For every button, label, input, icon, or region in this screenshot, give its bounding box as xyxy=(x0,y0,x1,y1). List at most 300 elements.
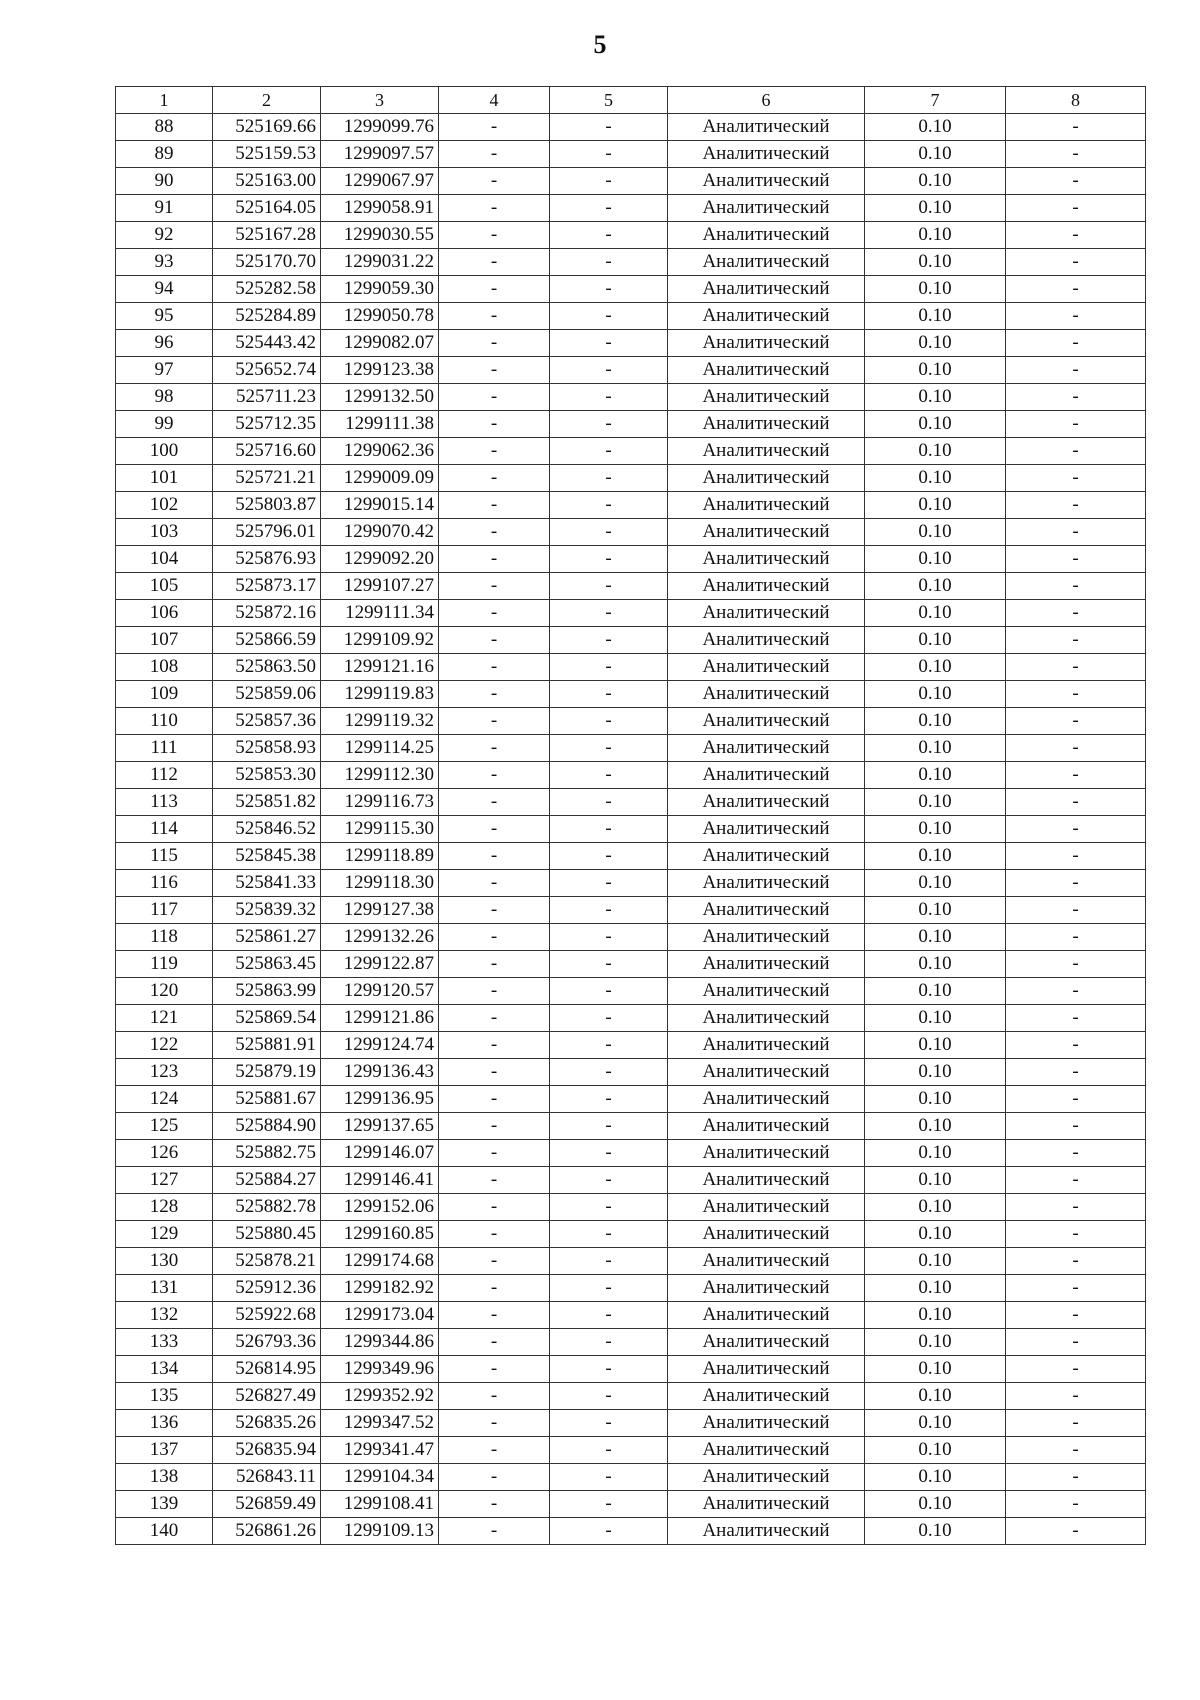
column-5-cell: - xyxy=(550,1167,668,1194)
column-5-cell: - xyxy=(550,1491,668,1518)
column-8-cell: - xyxy=(1006,816,1146,843)
x-coordinate-cell: 525863.99 xyxy=(213,978,321,1005)
method-cell: Аналитический xyxy=(668,168,865,195)
y-coordinate-cell: 1299104.34 xyxy=(321,1464,439,1491)
method-cell: Аналитический xyxy=(668,1464,865,1491)
column-8-cell: - xyxy=(1006,1059,1146,1086)
accuracy-cell: 0.10 xyxy=(865,600,1006,627)
column-5-cell: - xyxy=(550,168,668,195)
table-row xyxy=(116,1221,1146,1248)
method-cell: Аналитический xyxy=(668,195,865,222)
y-coordinate-cell: 1299031.22 xyxy=(321,249,439,276)
point-number-cell: 131 xyxy=(116,1275,213,1302)
point-number-cell: 132 xyxy=(116,1302,213,1329)
method-cell: Аналитический xyxy=(668,789,865,816)
column-5-cell: - xyxy=(550,924,668,951)
column-4-cell: - xyxy=(439,708,550,735)
column-header-2: 2 xyxy=(213,87,321,114)
x-coordinate-cell: 525922.68 xyxy=(213,1302,321,1329)
y-coordinate-cell: 1299116.73 xyxy=(321,789,439,816)
accuracy-cell: 0.10 xyxy=(865,1410,1006,1437)
x-coordinate-cell: 525169.66 xyxy=(213,114,321,141)
method-cell: Аналитический xyxy=(668,1518,865,1545)
y-coordinate-cell: 1299137.65 xyxy=(321,1113,439,1140)
x-coordinate-cell: 526835.94 xyxy=(213,1437,321,1464)
y-coordinate-cell: 1299152.06 xyxy=(321,1194,439,1221)
table-row xyxy=(116,978,1146,1005)
column-8-cell: - xyxy=(1006,114,1146,141)
table-row xyxy=(116,627,1146,654)
accuracy-cell: 0.10 xyxy=(865,843,1006,870)
point-number-cell: 91 xyxy=(116,195,213,222)
table-row xyxy=(116,1491,1146,1518)
point-number-cell: 120 xyxy=(116,978,213,1005)
column-5-cell: - xyxy=(550,1437,668,1464)
x-coordinate-cell: 525170.70 xyxy=(213,249,321,276)
column-5-cell: - xyxy=(550,816,668,843)
point-number-cell: 138 xyxy=(116,1464,213,1491)
method-cell: Аналитический xyxy=(668,1059,865,1086)
point-number-cell: 99 xyxy=(116,411,213,438)
column-8-cell: - xyxy=(1006,141,1146,168)
table-row xyxy=(116,168,1146,195)
column-5-cell: - xyxy=(550,1140,668,1167)
column-8-cell: - xyxy=(1006,870,1146,897)
y-coordinate-cell: 1299114.25 xyxy=(321,735,439,762)
column-4-cell: - xyxy=(439,897,550,924)
table-row xyxy=(116,114,1146,141)
table-row xyxy=(116,708,1146,735)
method-cell: Аналитический xyxy=(668,546,865,573)
column-8-cell: - xyxy=(1006,1383,1146,1410)
column-4-cell: - xyxy=(439,303,550,330)
accuracy-cell: 0.10 xyxy=(865,276,1006,303)
column-4-cell: - xyxy=(439,1086,550,1113)
column-4-cell: - xyxy=(439,465,550,492)
column-8-cell: - xyxy=(1006,222,1146,249)
column-4-cell: - xyxy=(439,411,550,438)
column-5-cell: - xyxy=(550,600,668,627)
column-5-cell: - xyxy=(550,951,668,978)
point-number-cell: 97 xyxy=(116,357,213,384)
column-8-cell: - xyxy=(1006,384,1146,411)
y-coordinate-cell: 1299119.32 xyxy=(321,708,439,735)
accuracy-cell: 0.10 xyxy=(865,627,1006,654)
column-4-cell: - xyxy=(439,600,550,627)
y-coordinate-cell: 1299099.76 xyxy=(321,114,439,141)
method-cell: Аналитический xyxy=(668,330,865,357)
point-number-cell: 107 xyxy=(116,627,213,654)
point-number-cell: 127 xyxy=(116,1167,213,1194)
column-4-cell: - xyxy=(439,222,550,249)
method-cell: Аналитический xyxy=(668,897,865,924)
column-4-cell: - xyxy=(439,1194,550,1221)
table-header-row xyxy=(116,87,1146,114)
method-cell: Аналитический xyxy=(668,1437,865,1464)
x-coordinate-cell: 525846.52 xyxy=(213,816,321,843)
table-row xyxy=(116,1518,1146,1545)
column-5-cell: - xyxy=(550,438,668,465)
table-row xyxy=(116,924,1146,951)
column-8-cell: - xyxy=(1006,1167,1146,1194)
y-coordinate-cell: 1299121.86 xyxy=(321,1005,439,1032)
column-4-cell: - xyxy=(439,1356,550,1383)
method-cell: Аналитический xyxy=(668,951,865,978)
column-8-cell: - xyxy=(1006,1491,1146,1518)
column-4-cell: - xyxy=(439,357,550,384)
table-row xyxy=(116,870,1146,897)
accuracy-cell: 0.10 xyxy=(865,789,1006,816)
y-coordinate-cell: 1299082.07 xyxy=(321,330,439,357)
method-cell: Аналитический xyxy=(668,627,865,654)
method-cell: Аналитический xyxy=(668,438,865,465)
column-8-cell: - xyxy=(1006,789,1146,816)
point-number-cell: 134 xyxy=(116,1356,213,1383)
accuracy-cell: 0.10 xyxy=(865,168,1006,195)
column-4-cell: - xyxy=(439,951,550,978)
column-5-cell: - xyxy=(550,897,668,924)
column-4-cell: - xyxy=(439,816,550,843)
column-5-cell: - xyxy=(550,1464,668,1491)
method-cell: Аналитический xyxy=(668,114,865,141)
accuracy-cell: 0.10 xyxy=(865,735,1006,762)
point-number-cell: 128 xyxy=(116,1194,213,1221)
column-5-cell: - xyxy=(550,492,668,519)
column-4-cell: - xyxy=(439,1113,550,1140)
method-cell: Аналитический xyxy=(668,681,865,708)
point-number-cell: 98 xyxy=(116,384,213,411)
method-cell: Аналитический xyxy=(668,492,865,519)
x-coordinate-cell: 525716.60 xyxy=(213,438,321,465)
point-number-cell: 122 xyxy=(116,1032,213,1059)
column-4-cell: - xyxy=(439,1248,550,1275)
point-number-cell: 89 xyxy=(116,141,213,168)
accuracy-cell: 0.10 xyxy=(865,708,1006,735)
method-cell: Аналитический xyxy=(668,1383,865,1410)
table-row xyxy=(116,843,1146,870)
accuracy-cell: 0.10 xyxy=(865,924,1006,951)
column-8-cell: - xyxy=(1006,303,1146,330)
column-4-cell: - xyxy=(439,681,550,708)
column-5-cell: - xyxy=(550,276,668,303)
x-coordinate-cell: 525839.32 xyxy=(213,897,321,924)
point-number-cell: 95 xyxy=(116,303,213,330)
column-5-cell: - xyxy=(550,357,668,384)
x-coordinate-cell: 525858.93 xyxy=(213,735,321,762)
column-5-cell: - xyxy=(550,1086,668,1113)
accuracy-cell: 0.10 xyxy=(865,1302,1006,1329)
y-coordinate-cell: 1299111.34 xyxy=(321,600,439,627)
column-8-cell: - xyxy=(1006,546,1146,573)
y-coordinate-cell: 1299092.20 xyxy=(321,546,439,573)
column-8-cell: - xyxy=(1006,897,1146,924)
y-coordinate-cell: 1299120.57 xyxy=(321,978,439,1005)
y-coordinate-cell: 1299050.78 xyxy=(321,303,439,330)
column-8-cell: - xyxy=(1006,735,1146,762)
column-8-cell: - xyxy=(1006,924,1146,951)
column-5-cell: - xyxy=(550,762,668,789)
column-5-cell: - xyxy=(550,519,668,546)
column-5-cell: - xyxy=(550,708,668,735)
point-number-cell: 111 xyxy=(116,735,213,762)
column-5-cell: - xyxy=(550,249,668,276)
column-5-cell: - xyxy=(550,1248,668,1275)
column-8-cell: - xyxy=(1006,438,1146,465)
column-8-cell: - xyxy=(1006,1437,1146,1464)
accuracy-cell: 0.10 xyxy=(865,1248,1006,1275)
method-cell: Аналитический xyxy=(668,735,865,762)
x-coordinate-cell: 525859.06 xyxy=(213,681,321,708)
y-coordinate-cell: 1299146.41 xyxy=(321,1167,439,1194)
point-number-cell: 117 xyxy=(116,897,213,924)
y-coordinate-cell: 1299352.92 xyxy=(321,1383,439,1410)
x-coordinate-cell: 525721.21 xyxy=(213,465,321,492)
accuracy-cell: 0.10 xyxy=(865,573,1006,600)
column-8-cell: - xyxy=(1006,357,1146,384)
table-row xyxy=(116,384,1146,411)
y-coordinate-cell: 1299349.96 xyxy=(321,1356,439,1383)
method-cell: Аналитический xyxy=(668,465,865,492)
point-number-cell: 101 xyxy=(116,465,213,492)
column-8-cell: - xyxy=(1006,681,1146,708)
column-4-cell: - xyxy=(439,249,550,276)
x-coordinate-cell: 525282.58 xyxy=(213,276,321,303)
table-row xyxy=(116,1086,1146,1113)
point-number-cell: 126 xyxy=(116,1140,213,1167)
table-row xyxy=(116,249,1146,276)
x-coordinate-cell: 526814.95 xyxy=(213,1356,321,1383)
y-coordinate-cell: 1299124.74 xyxy=(321,1032,439,1059)
accuracy-cell: 0.10 xyxy=(865,114,1006,141)
point-number-cell: 125 xyxy=(116,1113,213,1140)
column-4-cell: - xyxy=(439,762,550,789)
point-number-cell: 114 xyxy=(116,816,213,843)
method-cell: Аналитический xyxy=(668,411,865,438)
method-cell: Аналитический xyxy=(668,654,865,681)
y-coordinate-cell: 1299347.52 xyxy=(321,1410,439,1437)
y-coordinate-cell: 1299108.41 xyxy=(321,1491,439,1518)
column-5-cell: - xyxy=(550,411,668,438)
method-cell: Аналитический xyxy=(668,762,865,789)
column-8-cell: - xyxy=(1006,762,1146,789)
accuracy-cell: 0.10 xyxy=(865,546,1006,573)
point-number-cell: 116 xyxy=(116,870,213,897)
x-coordinate-cell: 525879.19 xyxy=(213,1059,321,1086)
column-5-cell: - xyxy=(550,1005,668,1032)
x-coordinate-cell: 525845.38 xyxy=(213,843,321,870)
table-row xyxy=(116,1248,1146,1275)
column-header-8: 8 xyxy=(1006,87,1146,114)
point-number-cell: 103 xyxy=(116,519,213,546)
method-cell: Аналитический xyxy=(668,600,865,627)
column-header-3: 3 xyxy=(321,87,439,114)
x-coordinate-cell: 526861.26 xyxy=(213,1518,321,1545)
method-cell: Аналитический xyxy=(668,1140,865,1167)
x-coordinate-cell: 525882.78 xyxy=(213,1194,321,1221)
method-cell: Аналитический xyxy=(668,1005,865,1032)
column-5-cell: - xyxy=(550,303,668,330)
accuracy-cell: 0.10 xyxy=(865,465,1006,492)
column-4-cell: - xyxy=(439,141,550,168)
method-cell: Аналитический xyxy=(668,1167,865,1194)
x-coordinate-cell: 525851.82 xyxy=(213,789,321,816)
column-5-cell: - xyxy=(550,735,668,762)
table-row xyxy=(116,735,1146,762)
column-4-cell: - xyxy=(439,276,550,303)
table-row xyxy=(116,357,1146,384)
column-header-4: 4 xyxy=(439,87,550,114)
column-4-cell: - xyxy=(439,1005,550,1032)
y-coordinate-cell: 1299136.43 xyxy=(321,1059,439,1086)
x-coordinate-cell: 526827.49 xyxy=(213,1383,321,1410)
table-row xyxy=(116,762,1146,789)
y-coordinate-cell: 1299132.50 xyxy=(321,384,439,411)
y-coordinate-cell: 1299067.97 xyxy=(321,168,439,195)
column-4-cell: - xyxy=(439,843,550,870)
column-8-cell: - xyxy=(1006,1248,1146,1275)
table-row xyxy=(116,1329,1146,1356)
column-4-cell: - xyxy=(439,654,550,681)
x-coordinate-cell: 525869.54 xyxy=(213,1005,321,1032)
x-coordinate-cell: 526835.26 xyxy=(213,1410,321,1437)
table-row xyxy=(116,330,1146,357)
column-4-cell: - xyxy=(439,1464,550,1491)
x-coordinate-cell: 525163.00 xyxy=(213,168,321,195)
y-coordinate-cell: 1299119.83 xyxy=(321,681,439,708)
accuracy-cell: 0.10 xyxy=(865,1059,1006,1086)
x-coordinate-cell: 525712.35 xyxy=(213,411,321,438)
method-cell: Аналитический xyxy=(668,1113,865,1140)
x-coordinate-cell: 525873.17 xyxy=(213,573,321,600)
column-4-cell: - xyxy=(439,492,550,519)
method-cell: Аналитический xyxy=(668,1221,865,1248)
column-4-cell: - xyxy=(439,1437,550,1464)
column-4-cell: - xyxy=(439,978,550,1005)
x-coordinate-cell: 525841.33 xyxy=(213,870,321,897)
x-coordinate-cell: 526843.11 xyxy=(213,1464,321,1491)
point-number-cell: 121 xyxy=(116,1005,213,1032)
method-cell: Аналитический xyxy=(668,357,865,384)
accuracy-cell: 0.10 xyxy=(865,1221,1006,1248)
y-coordinate-cell: 1299112.30 xyxy=(321,762,439,789)
column-8-cell: - xyxy=(1006,330,1146,357)
accuracy-cell: 0.10 xyxy=(865,1005,1006,1032)
column-8-cell: - xyxy=(1006,168,1146,195)
y-coordinate-cell: 1299030.55 xyxy=(321,222,439,249)
x-coordinate-cell: 525159.53 xyxy=(213,141,321,168)
column-5-cell: - xyxy=(550,1194,668,1221)
column-4-cell: - xyxy=(439,870,550,897)
table-row xyxy=(116,141,1146,168)
accuracy-cell: 0.10 xyxy=(865,870,1006,897)
x-coordinate-cell: 525872.16 xyxy=(213,600,321,627)
x-coordinate-cell: 525912.36 xyxy=(213,1275,321,1302)
method-cell: Аналитический xyxy=(668,870,865,897)
x-coordinate-cell: 525796.01 xyxy=(213,519,321,546)
column-5-cell: - xyxy=(550,843,668,870)
point-number-cell: 93 xyxy=(116,249,213,276)
y-coordinate-cell: 1299118.30 xyxy=(321,870,439,897)
column-8-cell: - xyxy=(1006,1302,1146,1329)
column-5-cell: - xyxy=(550,1275,668,1302)
x-coordinate-cell: 525881.91 xyxy=(213,1032,321,1059)
column-4-cell: - xyxy=(439,1140,550,1167)
method-cell: Аналитический xyxy=(668,1032,865,1059)
method-cell: Аналитический xyxy=(668,978,865,1005)
accuracy-cell: 0.10 xyxy=(865,1464,1006,1491)
point-number-cell: 109 xyxy=(116,681,213,708)
accuracy-cell: 0.10 xyxy=(865,1167,1006,1194)
accuracy-cell: 0.10 xyxy=(865,411,1006,438)
x-coordinate-cell: 525882.75 xyxy=(213,1140,321,1167)
column-8-cell: - xyxy=(1006,1410,1146,1437)
accuracy-cell: 0.10 xyxy=(865,195,1006,222)
accuracy-cell: 0.10 xyxy=(865,762,1006,789)
point-number-cell: 112 xyxy=(116,762,213,789)
method-cell: Аналитический xyxy=(668,816,865,843)
column-4-cell: - xyxy=(439,735,550,762)
column-8-cell: - xyxy=(1006,1032,1146,1059)
point-number-cell: 94 xyxy=(116,276,213,303)
y-coordinate-cell: 1299115.30 xyxy=(321,816,439,843)
column-8-cell: - xyxy=(1006,1086,1146,1113)
table-row xyxy=(116,1437,1146,1464)
column-8-cell: - xyxy=(1006,1221,1146,1248)
column-8-cell: - xyxy=(1006,654,1146,681)
accuracy-cell: 0.10 xyxy=(865,492,1006,519)
x-coordinate-cell: 525167.28 xyxy=(213,222,321,249)
y-coordinate-cell: 1299109.13 xyxy=(321,1518,439,1545)
column-8-cell: - xyxy=(1006,465,1146,492)
table-row xyxy=(116,1113,1146,1140)
table-row xyxy=(116,789,1146,816)
x-coordinate-cell: 525884.90 xyxy=(213,1113,321,1140)
column-header-6: 6 xyxy=(668,87,865,114)
column-4-cell: - xyxy=(439,195,550,222)
y-coordinate-cell: 1299058.91 xyxy=(321,195,439,222)
accuracy-cell: 0.10 xyxy=(865,330,1006,357)
table-row xyxy=(116,816,1146,843)
column-5-cell: - xyxy=(550,141,668,168)
x-coordinate-cell: 525857.36 xyxy=(213,708,321,735)
accuracy-cell: 0.10 xyxy=(865,1086,1006,1113)
column-4-cell: - xyxy=(439,1275,550,1302)
accuracy-cell: 0.10 xyxy=(865,438,1006,465)
column-4-cell: - xyxy=(439,1383,550,1410)
x-coordinate-cell: 525284.89 xyxy=(213,303,321,330)
method-cell: Аналитический xyxy=(668,573,865,600)
accuracy-cell: 0.10 xyxy=(865,897,1006,924)
table-row xyxy=(116,654,1146,681)
column-8-cell: - xyxy=(1006,411,1146,438)
accuracy-cell: 0.10 xyxy=(865,249,1006,276)
x-coordinate-cell: 525711.23 xyxy=(213,384,321,411)
method-cell: Аналитический xyxy=(668,1329,865,1356)
x-coordinate-cell: 525876.93 xyxy=(213,546,321,573)
accuracy-cell: 0.10 xyxy=(865,1356,1006,1383)
table-row xyxy=(116,519,1146,546)
column-5-cell: - xyxy=(550,1032,668,1059)
table-row xyxy=(116,303,1146,330)
method-cell: Аналитический xyxy=(668,303,865,330)
method-cell: Аналитический xyxy=(668,1086,865,1113)
accuracy-cell: 0.10 xyxy=(865,681,1006,708)
column-5-cell: - xyxy=(550,330,668,357)
accuracy-cell: 0.10 xyxy=(865,1032,1006,1059)
column-8-cell: - xyxy=(1006,1005,1146,1032)
accuracy-cell: 0.10 xyxy=(865,1518,1006,1545)
point-number-cell: 104 xyxy=(116,546,213,573)
